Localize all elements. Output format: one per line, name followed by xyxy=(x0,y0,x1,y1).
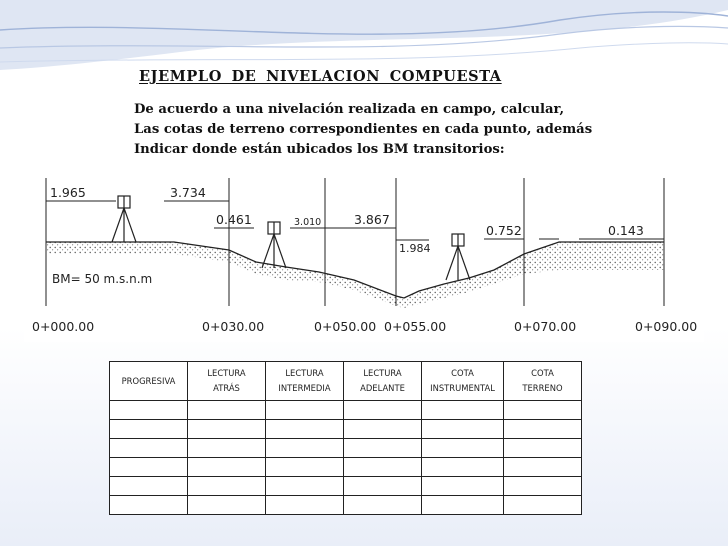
table-cell xyxy=(504,401,582,420)
table-cell xyxy=(266,458,344,477)
level-instrument-icon xyxy=(446,234,470,280)
table-row xyxy=(110,477,582,496)
table-cell xyxy=(422,477,504,496)
table-cell xyxy=(110,458,188,477)
table-cell xyxy=(422,439,504,458)
station-label: 0+030.00 xyxy=(202,319,265,334)
table-cell xyxy=(422,401,504,420)
table-cell xyxy=(504,496,582,515)
table-cell xyxy=(188,401,266,420)
table-cell xyxy=(344,496,422,515)
leveling-profile-diagram xyxy=(24,166,704,342)
leveling-table xyxy=(109,361,582,515)
table-cell xyxy=(344,401,422,420)
station-label: 0+000.00 xyxy=(32,319,95,334)
table-cell xyxy=(110,496,188,515)
reading-label: 3.867 xyxy=(354,212,390,227)
table-row xyxy=(110,420,582,439)
table-cell xyxy=(188,420,266,439)
table-cell xyxy=(504,477,582,496)
table-cell xyxy=(504,439,582,458)
table-cell xyxy=(110,420,188,439)
table-cell xyxy=(344,458,422,477)
reading-label: 3.734 xyxy=(170,185,206,200)
reading-label: 1.965 xyxy=(50,185,86,200)
table-cell xyxy=(504,420,582,439)
table-cell xyxy=(344,439,422,458)
slide-title: EJEMPLO DE NIVELACION COMPUESTA xyxy=(139,68,502,85)
table-cell xyxy=(422,420,504,439)
table-cell xyxy=(266,401,344,420)
level-instrument-icon xyxy=(262,222,286,268)
station-label: 0+070.00 xyxy=(514,319,577,334)
reading-label: 0.143 xyxy=(608,223,644,238)
reading-label: 3.010 xyxy=(294,217,322,228)
level-instrument-icon xyxy=(112,196,136,242)
table-cell xyxy=(344,477,422,496)
reading-label: 0.461 xyxy=(216,212,252,227)
header-lectura-intermedia: LECTURA INTERMEDIA xyxy=(266,362,344,401)
header-lectura-atras: LECTURA ATRÁS xyxy=(188,362,266,401)
table-cell xyxy=(344,420,422,439)
table-cell xyxy=(422,458,504,477)
table-cell xyxy=(266,420,344,439)
station-label: 0+050.00 xyxy=(314,319,377,334)
table-row xyxy=(110,439,582,458)
bm-label: BM= 50 m.s.n.m xyxy=(52,272,153,286)
instruction-line: Indicar donde están ubicados los BM transitorios: xyxy=(134,142,505,157)
header-cota-terreno: COTA TERRENO xyxy=(504,362,582,401)
table-cell xyxy=(266,496,344,515)
table-cell xyxy=(188,496,266,515)
table-cell xyxy=(422,496,504,515)
header-progresiva: PROGRESIVA xyxy=(110,362,188,401)
instructions xyxy=(134,100,592,160)
table-cell xyxy=(266,477,344,496)
table-cell xyxy=(188,439,266,458)
reading-label: 1.984 xyxy=(399,242,431,255)
header-cota-instrumental: COTA INSTRUMENTAL xyxy=(422,362,504,401)
station-label: 0+090.00 xyxy=(635,319,698,334)
table-cell xyxy=(188,458,266,477)
table-cell xyxy=(110,439,188,458)
header-lectura-adelante: LECTURA ADELANTE xyxy=(344,362,422,401)
table-cell xyxy=(504,458,582,477)
reading-label: 0.752 xyxy=(486,223,522,238)
table-cell xyxy=(110,401,188,420)
station-label: 0+055.00 xyxy=(384,319,447,334)
table-header-row xyxy=(110,362,582,401)
table-row xyxy=(110,401,582,420)
table-row xyxy=(110,458,582,477)
instruction-line: De acuerdo a una nivelación realizada en campo, calcular, xyxy=(134,102,565,117)
table-row xyxy=(110,496,582,515)
instruction-line: Las cotas de terreno correspondientes en cada punto, además xyxy=(134,122,593,137)
table-body xyxy=(110,401,582,515)
table-cell xyxy=(188,477,266,496)
table-cell xyxy=(266,439,344,458)
table-cell xyxy=(110,477,188,496)
leveling-table-wrapper xyxy=(109,361,582,515)
